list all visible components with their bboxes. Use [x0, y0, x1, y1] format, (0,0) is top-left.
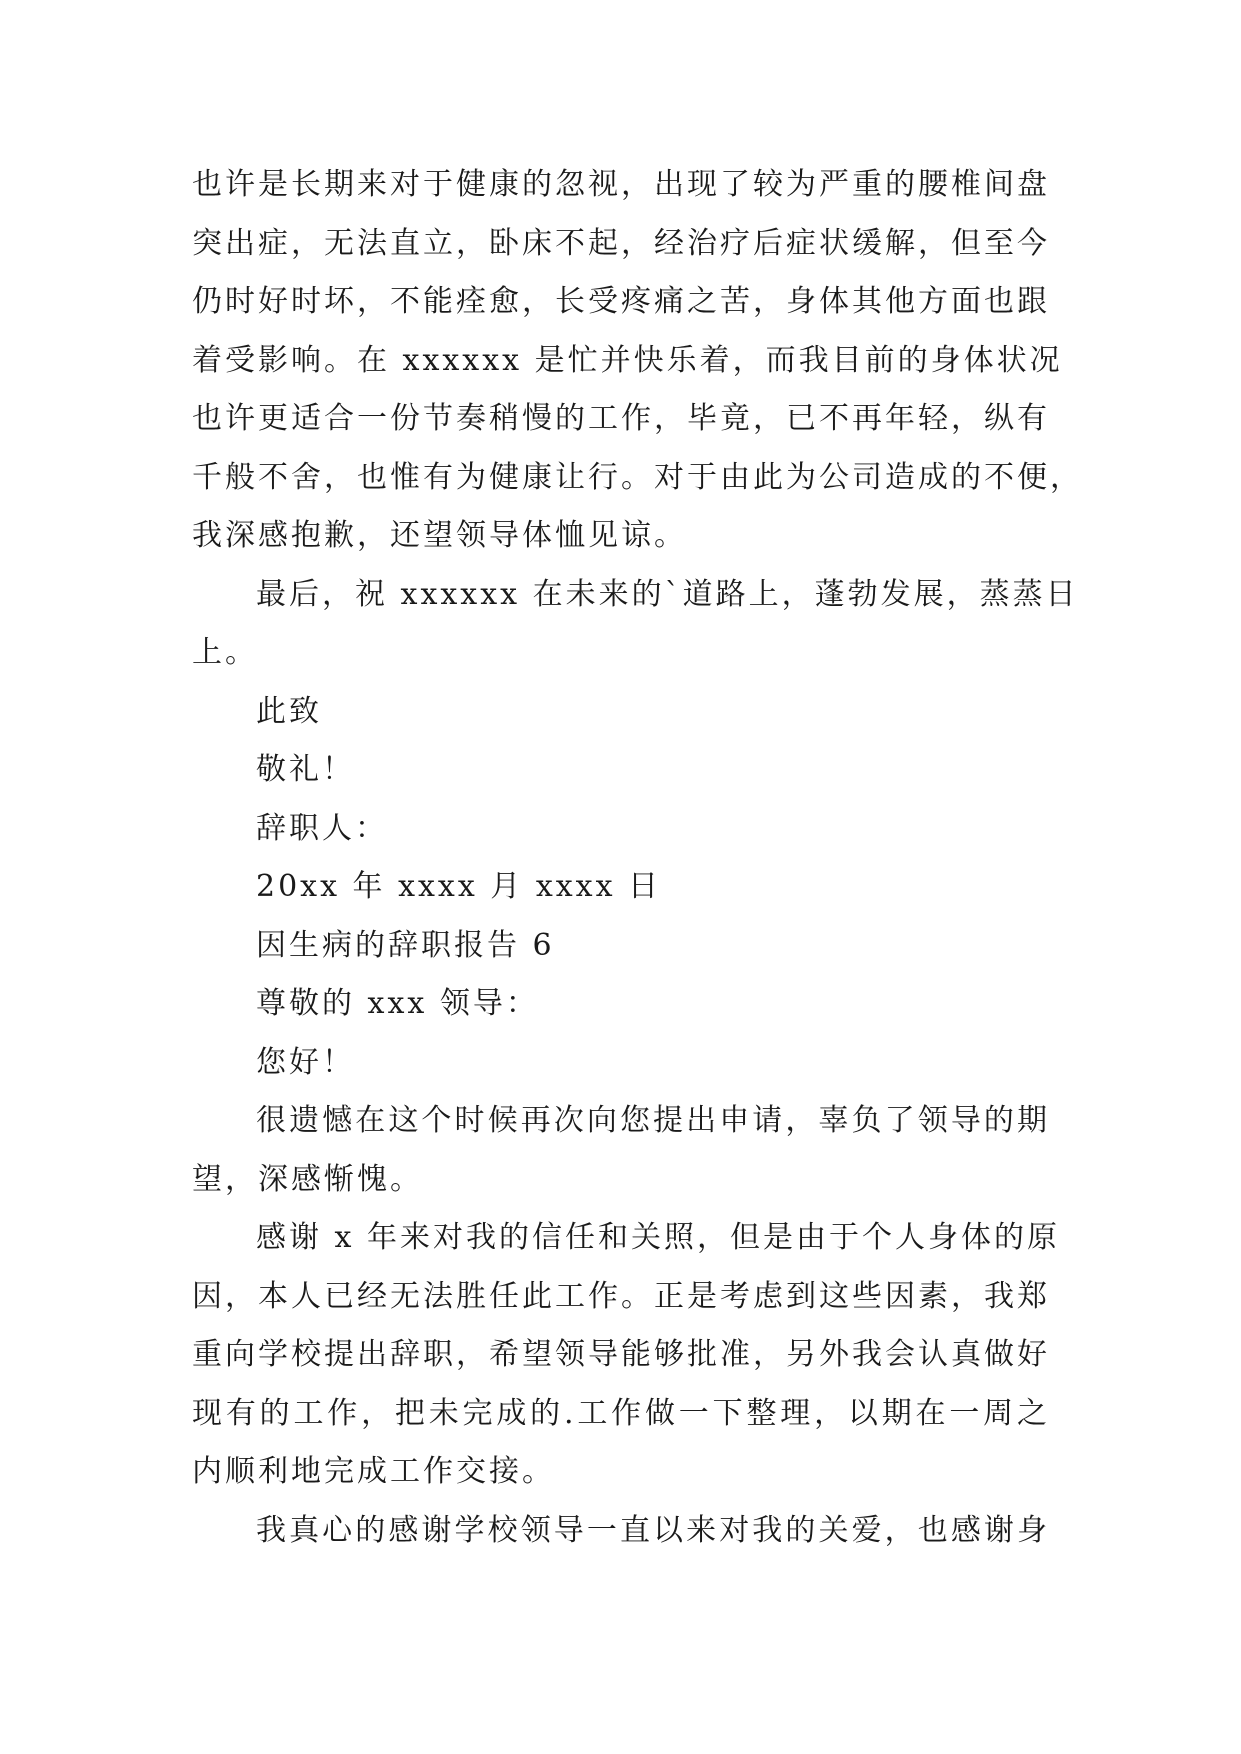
text-line: 现有的工作，把未完成的.工作做一下整理，以期在一周之: [192, 1395, 1050, 1431]
text-line: 我深感抱歉，还望领导体恤见谅。: [192, 518, 687, 553]
signature-line: 辞职人：: [256, 810, 388, 846]
text-line: 因，本人已经无法胜任此工作。正是考虑到这些因素，我郑: [192, 1278, 1050, 1314]
text-line: 最后，祝 xxxxxx 在未来的`道路上，蓬勃发展，蒸蒸日: [256, 576, 1079, 612]
date-line: 20xx 年 xxxx 月 xxxx 日: [256, 869, 662, 904]
text-line: 内顺利地完成工作交接。: [192, 1454, 555, 1489]
text-line: 突出症，无法直立，卧床不起，经治疗后症状缓解，但至今: [192, 225, 1050, 261]
greeting-line: 尊敬的 xxx 领导：: [256, 986, 539, 1021]
text-line: 着受影响。在 xxxxxx 是忙并快乐着，而我目前的身体状况: [192, 342, 1063, 378]
text-line: 我真心的感谢学校领导一直以来对我的关爱，也感谢身: [256, 1512, 1050, 1548]
text-line: 感谢 x 年来对我的信任和关照，但是由于个人身体的原: [256, 1220, 1060, 1255]
text-line: 也许更适合一份节奏稍慢的工作，毕竟，已不再年轻，纵有: [192, 401, 1050, 436]
document-page: [192, 156, 1083, 1560]
salutation-line: 敬礼！: [256, 752, 355, 787]
text-line: 千般不舍，也惟有为健康让行。对于由此为公司造成的不便，: [192, 459, 1083, 495]
greeting-line: 您好！: [256, 1044, 355, 1080]
text-line: 仍时好时坏，不能痊愈，长受疼痛之苦，身体其他方面也跟: [192, 284, 1050, 319]
text-line: 上。: [192, 635, 258, 670]
text-line: 望，深感惭愧。: [192, 1161, 423, 1197]
section-title: 因生病的辞职报告 6: [256, 927, 555, 963]
text-line: 也许是长期来对于健康的忽视，出现了较为严重的腰椎间盘: [192, 167, 1050, 202]
text-line: 很遗憾在这个时候再次向您提出申请，辜负了领导的期: [256, 1103, 1050, 1138]
text-line: 重向学校提出辞职，希望领导能够批准，另外我会认真做好: [192, 1337, 1050, 1372]
salutation-line: 此致: [256, 693, 322, 729]
